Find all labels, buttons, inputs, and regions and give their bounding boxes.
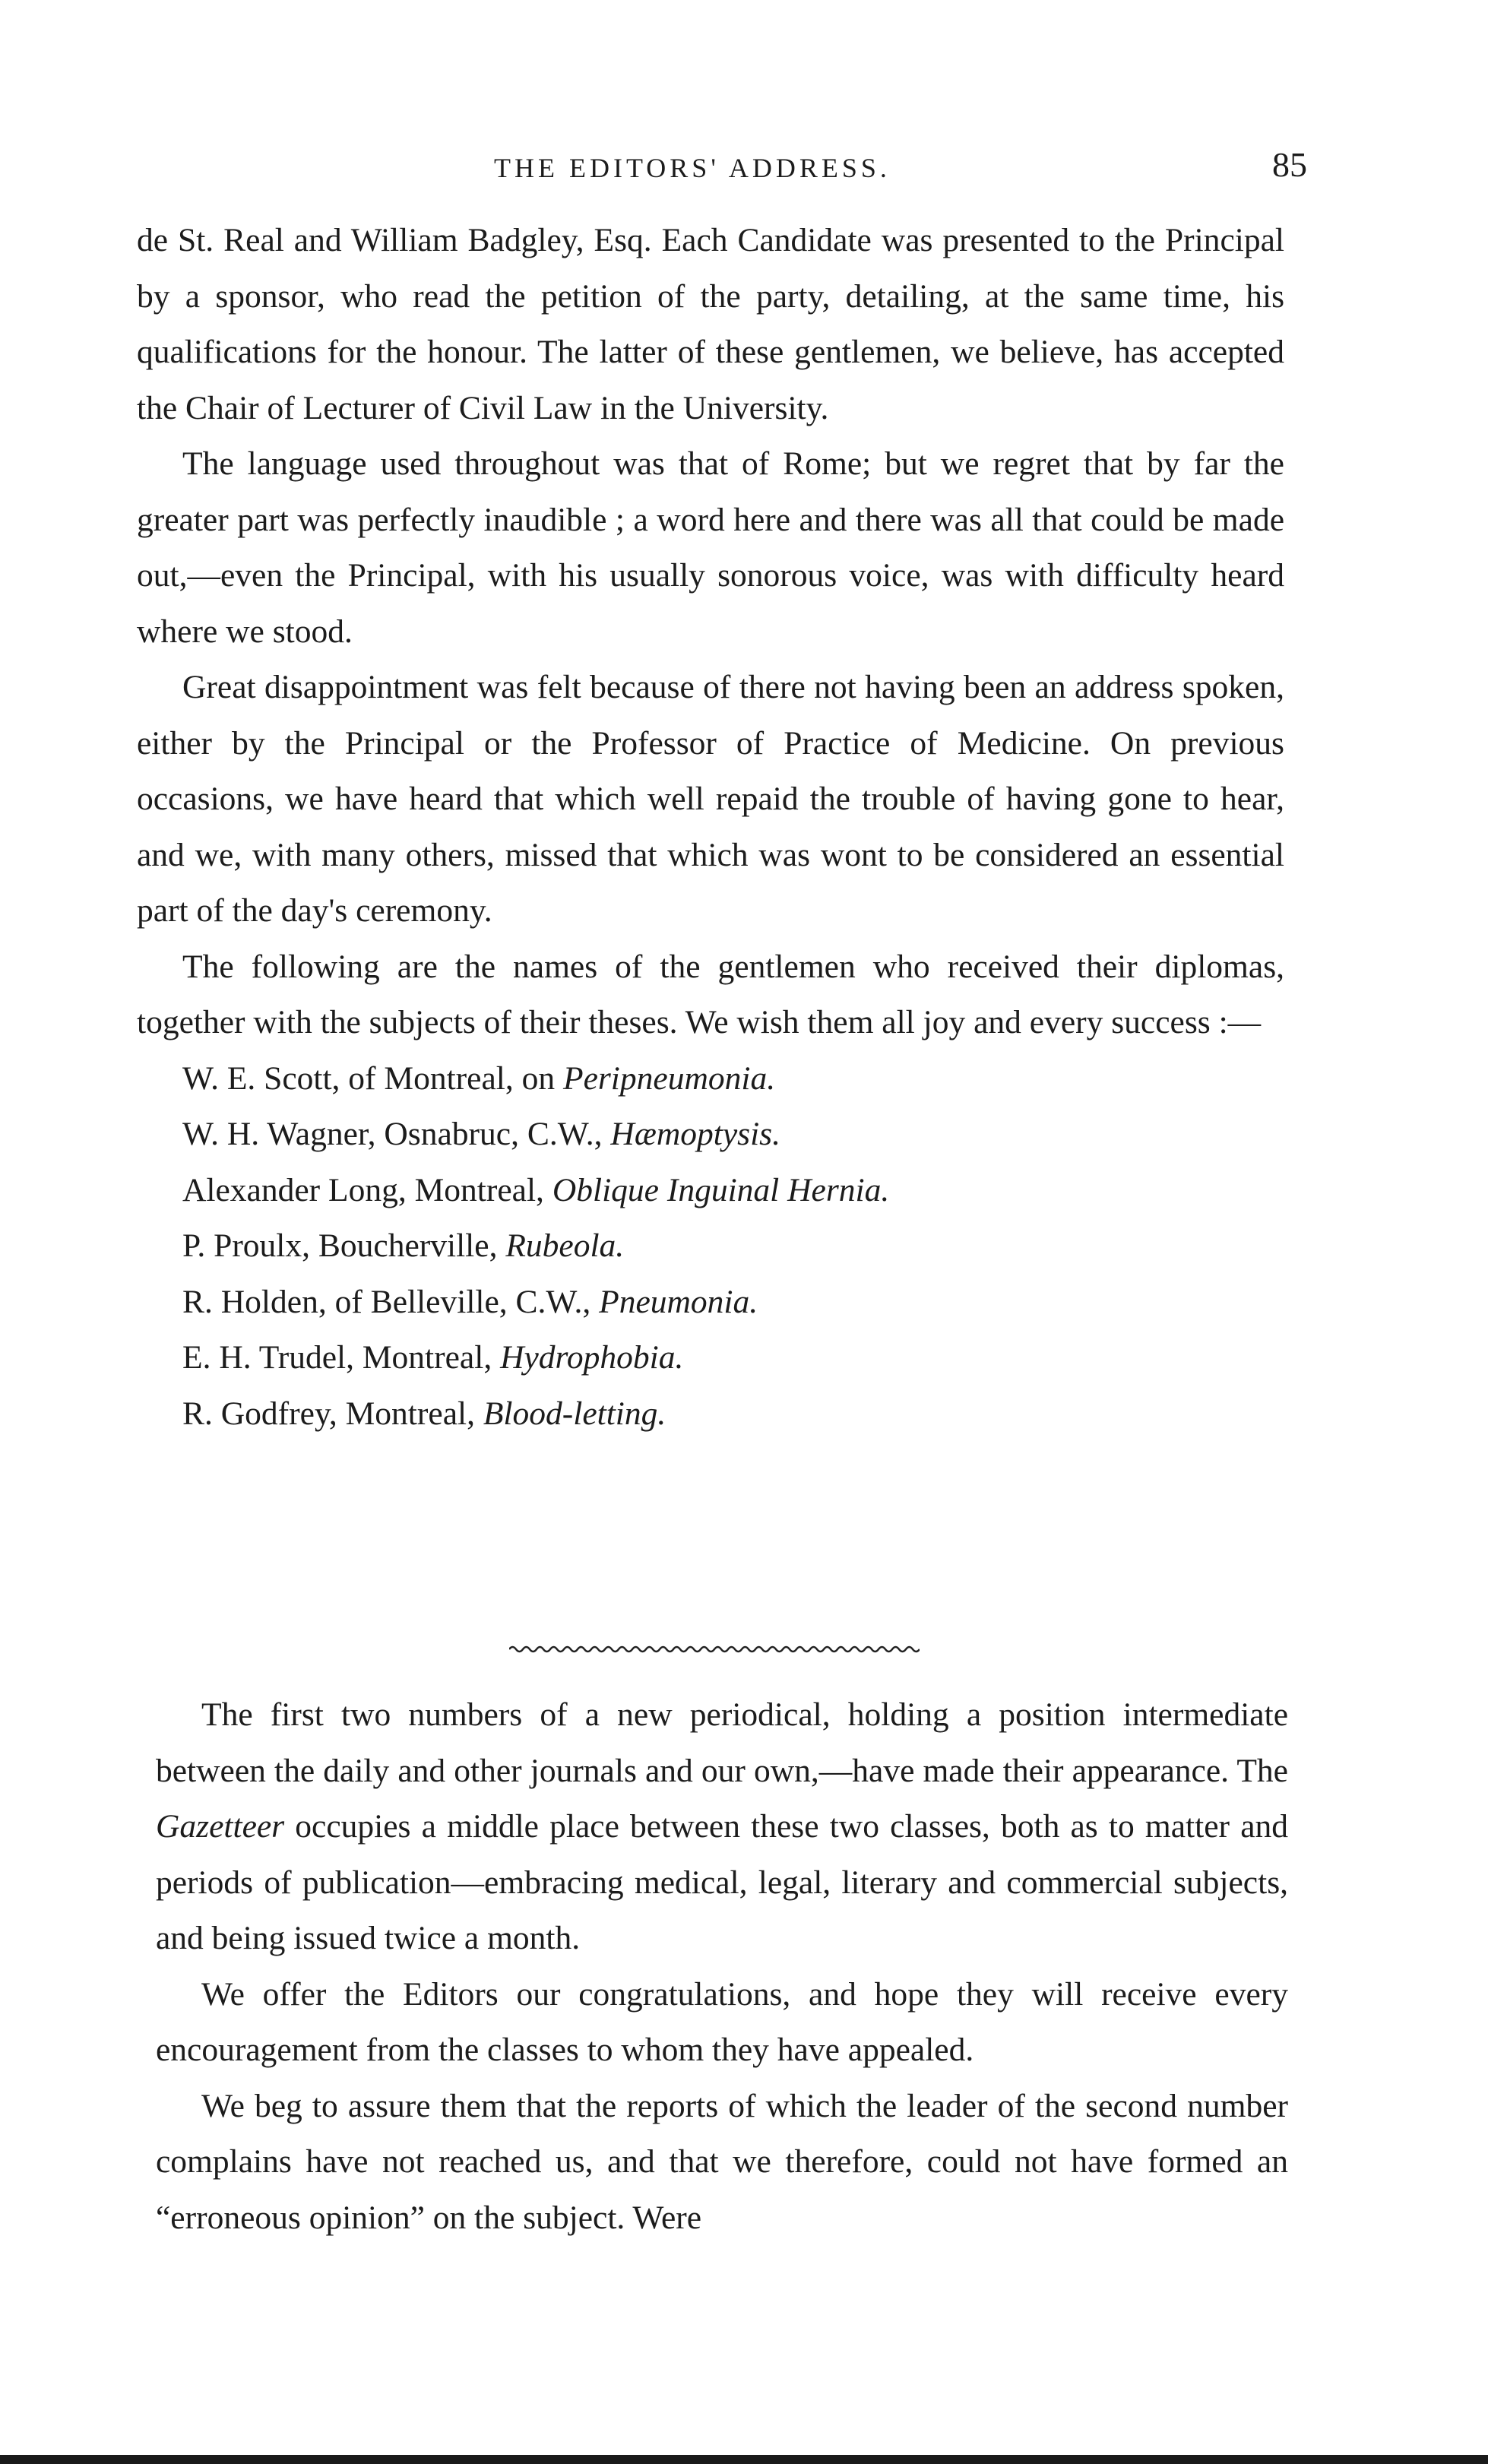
thesis-subject: Blood-letting.: [483, 1395, 666, 1432]
wavy-separator: [509, 1642, 920, 1657]
page-number: 85: [1272, 145, 1307, 184]
graduate-name: P. Proulx, Boucherville,: [182, 1227, 506, 1264]
thesis-subject: Hæmoptysis.: [610, 1116, 780, 1152]
graduate-entry: [182, 1218, 1284, 1275]
paragraph: The language used throughout was that of Rome; but we regret that by far the greater part was perfectly inaudible ; a word here and there was all that could be made out,—even the Principal, with his usually sonorous voice, was with difficulty heard where we stood.: [137, 445, 1284, 650]
thesis-subject: Hydrophobia.: [500, 1339, 684, 1376]
paragraph: We offer the Editors our congratulations, and hope they will receive every encouragement from the classes to whom they have appealed.: [156, 1975, 1288, 2068]
scan-edge: [0, 2455, 1488, 2464]
periodical-title: Gazetteer: [156, 1808, 285, 1845]
gazetteer-notice: [156, 1687, 1288, 2246]
thesis-subject: Pneumonia.: [599, 1283, 758, 1320]
thesis-subject: Rubeola.: [505, 1227, 625, 1264]
paragraph-text: The first two numbers of a new periodical, holding a position intermediate between the daily and other journals and our own,—have made their appearance. The: [156, 1696, 1288, 1789]
graduate-entry: [182, 1107, 1284, 1163]
graduate-entry: [182, 1163, 1284, 1219]
graduate-name: R. Holden, of Belleville, C.W.,: [182, 1283, 600, 1320]
thesis-subject: Peripneumonia.: [563, 1059, 776, 1097]
graduate-entry: [182, 1275, 1284, 1331]
graduate-name: W. H. Wagner, Osnabruc, C.W.,: [182, 1116, 611, 1152]
graduate-entry: [182, 1051, 1284, 1107]
paragraph: The following are the names of the gentlemen who received their diplomas, together with the subjects of their theses. We wish them all joy and every success :—: [137, 948, 1284, 1040]
graduate-name: E. H. Trudel, Montreal,: [182, 1339, 501, 1376]
paragraph: We beg to assure them that the reports of which the leader of the second number complains have not reached us, and that we therefore, could not have formed an “erroneous opinion” on the subject. Were: [156, 2087, 1288, 2236]
graduate-name: W. E. Scott, of Montreal, on: [182, 1059, 563, 1097]
running-head: [137, 144, 1307, 198]
running-title: THE EDITORS' ADDRESS.: [494, 153, 891, 183]
graduates-list: [137, 1051, 1284, 1443]
thesis-subject: Oblique Inguinal Hernia.: [552, 1171, 890, 1208]
paragraph: [156, 1687, 1288, 1967]
paragraph: de St. Real and William Badgley, Esq. Each Candidate was presented to the Principal by a sponsor, who read the petition of the party, detailing, at the same time, his qualifications for the honour. The latter of these gentlemen, we believe, has accepted the Chair of Lecturer of Civil Law in the University.: [137, 222, 1284, 426]
graduate-name: R. Godfrey, Montreal,: [182, 1395, 483, 1432]
paragraph: Great disappointment was felt because of there not having been an address spoken, either by the Principal or the Professor of Practice of Medicine. On previous occasions, we have heard that which well repaid the trouble of having gone to hear, and we, with many others, missed that which was wont to be considered an essential part of the day's ceremony.: [137, 669, 1284, 929]
graduate-entry: [182, 1386, 1284, 1443]
article-continuation: [137, 213, 1284, 1442]
graduate-name: Alexander Long, Montreal,: [182, 1171, 552, 1208]
paragraph-text: occupies a middle place between these two classes, both as to matter and periods of publication—embracing medical, legal, literary and commercial subjects, and being issued twice a month.: [156, 1808, 1288, 1956]
graduate-entry: [182, 1330, 1284, 1386]
